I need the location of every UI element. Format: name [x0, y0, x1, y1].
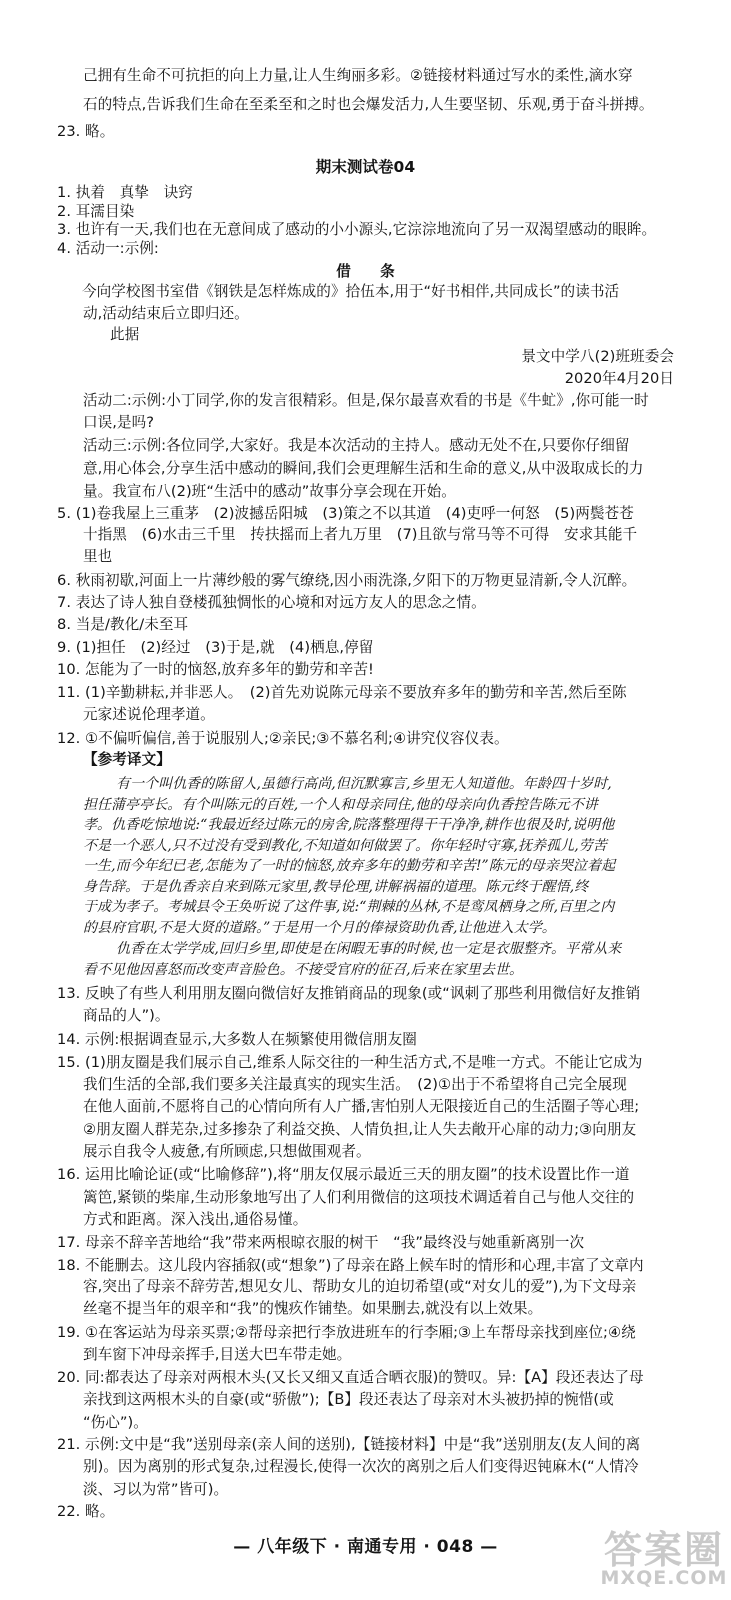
text-line: 别)。因为离别的形式复杂,过程漫长,使得一次次的离别之后人们变得迟钝麻木(“人情冷	[83, 1458, 639, 1475]
text-line: 18. 不能删去。这儿段内容插叙(或“想象”)了母亲在路上候车时的情形和心理,丰富了文章内	[57, 1257, 644, 1274]
text-line: 今向学校图书室借《钢铁是怎样炼成的》拾伍本,用于“好书相伴,共同成长”的读书活	[82, 283, 620, 300]
text-line: 19. ①在客运站为母亲买票;②帮母亲把行李放进班车的行李厢;③上车帮母亲找到座位;④绕	[57, 1324, 636, 1341]
text-line: 17. 母亲不辞辛苦地给“我”带来两根晾衣服的树干 “我”最终没与她重新离别一次	[57, 1234, 585, 1251]
text-line: 22. 略。	[57, 1503, 115, 1520]
text-line: 的县府官职,不是大贤的道路。”于是用一个月的俸禄资助仇香,让他进入太学。	[83, 920, 556, 936]
text-line: 孝。仇香吃惊地说:“我最近经过陈元的房舍,院落整理得干干净净,耕作也很及时,说明他	[83, 817, 615, 833]
text-line: 16. 运用比喻论证(或“比喻修辞”),将“朋友仅展示最近三天的朋友圈”的技术设置比作一道	[57, 1166, 630, 1183]
text-line: 到车窗下冲母亲挥手,目送大巴车带走她。	[83, 1346, 352, 1363]
text-line: 4. 活动一:示例:	[57, 240, 159, 257]
text-line: 动,活动结束后立即归还。	[83, 305, 249, 322]
text-line: 量。我宣布八(2)班“生活中的感动”故事分享会现在开始。	[83, 483, 456, 500]
text-line: 口误,是吗?	[83, 414, 155, 431]
text-line: 丝毫不提当年的艰辛和“我”的愧疚作铺垫。如果删去,就没有以上效果。	[83, 1300, 543, 1317]
text-line: 5. (1)卷我屋上三重茅 (2)波撼岳阳城 (3)策之不以其道 (4)吏呼一何怒 (5)两鬓苍苍	[57, 505, 634, 522]
text-line: 篱笆,紧锁的柴扉,生动形象地写出了人们利用微信的这项技术调适着自己与他人交往的	[83, 1189, 635, 1206]
text-line: 12. ①不偏听偏信,善于说服别人;②亲民;③不慕名利;④讲究仪容仪表。	[57, 730, 509, 747]
text-line: 13. 反映了有些人利用朋友圈向微信好友推销商品的现象(或“讽刺了那些利用微信好友推销	[57, 985, 641, 1002]
text-line: 此据	[110, 326, 140, 343]
text-line: 7. 表达了诗人独自登楼孤独惆怅的心境和对远方友人的思念之情。	[57, 594, 486, 611]
text-line: 意,用心体会,分享生活中感动的瞬间,我们会更理解生活和生命的意义,从中汲取成长的力	[83, 460, 644, 477]
text-line: 亲找到这两根木头的自豪(或“骄傲”);【B】段还表达了母亲对木头被扔掉的惋惜(或	[83, 1391, 614, 1408]
text-line: 14. 示例:根据调查显示,大多数人在频繁使用微信朋友圈	[57, 1031, 417, 1048]
text-line: 在他人面前,不愿将自己的心情向所有人广播,害怕别人无限接近自己的生活圈子等心理;	[83, 1098, 640, 1115]
text-line: 2020年4月20日	[564, 370, 674, 387]
text-line: 10. 怎能为了一时的恼怒,放弃多年的勤劳和辛苦!	[57, 661, 374, 678]
text-line: 容,突出了母亲不辞劳苦,想见女儿、帮助女儿的迫切希望(或“对女儿的爱”),为下文母亲	[83, 1278, 637, 1295]
text-line: 身告辞。于是仇香亲自来到陈元家里,教导伦理,讲解祸福的道理。陈元终于醒悟,终	[83, 879, 589, 895]
text-line: 20. 同:都表达了母亲对两根木头(又长又细又直适合晒衣服)的赞叹。异:【A】段还表达了母	[57, 1369, 644, 1386]
text-line: 淡、习以为常”皆可)。	[83, 1481, 229, 1498]
text-line: 借 条	[336, 263, 395, 280]
text-line: 景文中学八(2)班班委会	[521, 348, 674, 365]
text-line: 15. (1)朋友圈是我们展示自己,维系人际交往的一种生活方式,不是唯一方式。不能让它成为	[57, 1054, 643, 1071]
text-line: 8. 当是/教化/未至耳	[57, 616, 189, 633]
page-footer: — 八年级下 · 南通专用 · 048 —	[233, 1537, 498, 1557]
text-line: 不是一个恶人,只不过没有受到教化,不知道如何做罢了。你年轻时守寡,抚养孤儿,劳苦	[83, 838, 607, 854]
text-line: 方式和距离。深入浅出,通俗易懂。	[83, 1211, 308, 1228]
watermark-bottom-text: MXQE.COM	[600, 1567, 728, 1589]
text-line: 3. 也许有一天,我们也在无意间成了感动的小小源头,它淙淙地流向了另一双渴望感动的眼眸。	[57, 221, 657, 238]
text-line: 仇香在太学学成,回归乡里,即使是在闲暇无事的时候,也一定是衣服整齐。平常从来	[116, 941, 622, 957]
text-line: 1. 执着 真挚 诀窍	[57, 184, 193, 201]
text-line: 商品的人”)。	[83, 1007, 170, 1024]
text-line: 有一个叫仇香的陈留人,虽德行高尚,但沉默寡言,乡里无人知道他。年龄四十岁时,	[116, 776, 612, 792]
text-line: 我们生活的全部,我们要多关注最真实的现实生活。 (2)①出于不希望将自己完全展现	[83, 1076, 627, 1093]
text-line: 活动三:示例:各位同学,大家好。我是本次活动的主持人。感动无处不在,只要你仔细留	[83, 437, 630, 454]
text-line: 担任蒲亭亭长。有个叫陈元的百姓,一个人和母亲同住,他的母亲向仇香控告陈元不讲	[83, 797, 598, 813]
text-line: 9. (1)担任 (2)经过 (3)于是,就 (4)栖息,停留	[57, 639, 374, 656]
watermark-logo	[600, 1515, 728, 1597]
text-line: 6. 秋雨初歇,河面上一片薄纱般的雾气缭绕,因小雨洗涤,夕阳下的万物更显清新,令人沉醉。	[57, 572, 637, 589]
text-line: 活动二:示例:小丁同学,你的发言很精彩。但是,保尔最喜欢看的书是《牛虻》,你可能一时	[83, 392, 649, 409]
text-line: 看不见他因喜怒而改变声音脸色。不接受官府的征召,后来在家里去世。	[83, 962, 524, 978]
text-line: 期末测试卷04	[315, 158, 416, 176]
text-line: ②朋友圈人群芜杂,过多掺杂了利益交换、人情负担,让人失去敞开心扉的动力;③向朋友	[83, 1121, 637, 1138]
text-line: 一生,而今年纪已老,怎能为了一时的恼怒,放弃多年的勤劳和辛苦!”陈元的母亲哭泣着起	[83, 858, 616, 874]
text-line: 元家述说伦理孝道。	[83, 706, 215, 723]
text-line: 21. 示例:文中是“我”送别母亲(亲人间的送别),【链接材料】中是“我”送别朋友(友人间的离	[57, 1436, 641, 1453]
text-line: 十指黑 (6)水击三千里 抟扶摇而上者九万里 (7)且欲与常马等不可得 安求其能千	[83, 526, 638, 543]
text-line: 于成为孝子。考城县令王奂听说了这件事,说:“荆棘的丛林,不是鸾凤栖身之所,百里之内	[83, 899, 615, 915]
text-line: “伤心”)。	[83, 1414, 148, 1431]
text-line: 里也	[83, 548, 113, 565]
text-line: 展示自我令人疲惫,有所顾虑,只想做围观者。	[83, 1143, 371, 1160]
text-line: 己拥有生命不可抗拒的向上力量,让人生绚丽多彩。②链接材料通过写水的柔性,滴水穿	[83, 67, 633, 84]
text-line: 23. 略。	[57, 123, 115, 140]
text-line: 【参考译文】	[83, 751, 171, 768]
text-line: 2. 耳濡目染	[57, 203, 135, 220]
text-line: 石的特点,告诉我们生命在至柔至和之时也会爆发活力,人生要坚韧、乐观,勇于奋斗拼搏。	[83, 96, 654, 113]
watermark-top-text: 答案圈	[603, 1528, 724, 1572]
text-line: 11. (1)辛勤耕耘,并非恶人。 (2)首先劝说陈元母亲不要放弃多年的勤劳和辛苦,然后至陈	[57, 684, 627, 701]
